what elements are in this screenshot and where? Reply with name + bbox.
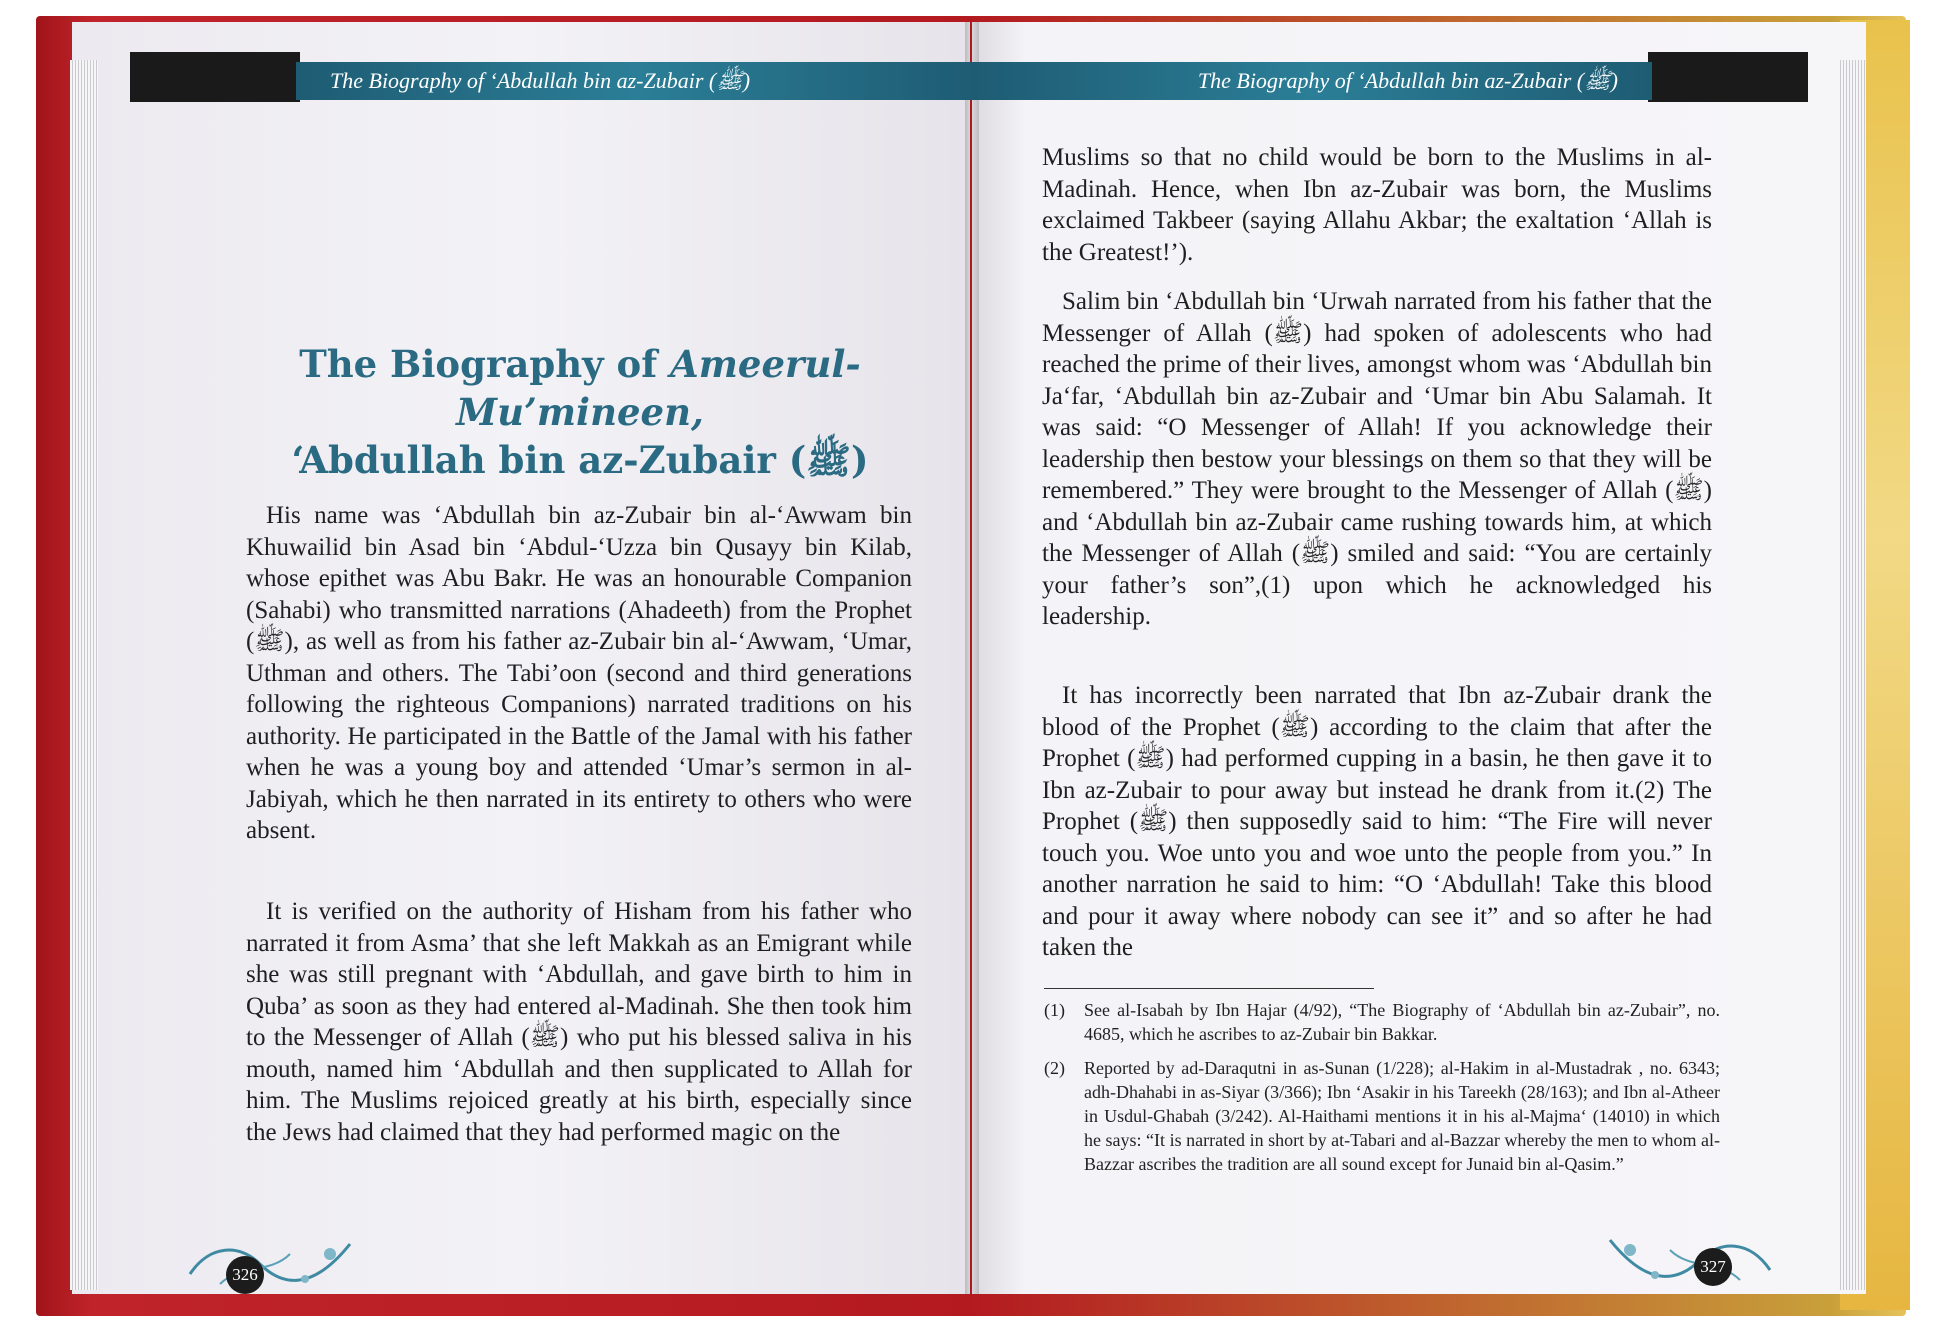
right-paragraph-1: Muslims so that no child would be born to the Muslims in al-Madinah. Hence, when Ibn az-Zubair was born, the Muslims exclaimed Takbeer (saying Allahu Akbar; the exaltation ‘Allah is the Greatest!’). xyxy=(1042,144,1712,266)
header-tab-right xyxy=(1648,52,1808,102)
footnote-1-text: See al-Isabah by Ibn Hajar (4/92), “The Biography of ‘Abdullah bin az-Zubair”, no. 4685, which he ascribes to az-Zubair bin Bakkar. xyxy=(1084,1000,1720,1044)
chapter-title-line2: ‘Abdullah bin az-Zubair (ﷺ) xyxy=(291,438,869,482)
right-paragraph-2: Salim bin ‘Abdullah bin ‘Urwah narrated from his father that the Messenger of Allah (ﷺ) had spoken of adolescents who had reached the prime of their lives, amongst whom was ‘Abdullah bin Ja‘far, ‘Abdullah bin az-Zubair and ‘Umar bin Abu Salamah. It was said: “O Messenger of Allah! If you acknowledge their leadership then bestow your blessings on them so that they will be remembered.” They were brought to the Messenger of Allah (ﷺ) and ‘Abdullah bin az-Zubair came rushing towards him, at which the Messenger of Allah (ﷺ) smiled and said: “You are certainly your father’s son”,(1) upon which he acknowledged his leadership. xyxy=(1042,288,1712,630)
page-edges-right xyxy=(1838,60,1866,1290)
footnote-2-text: Reported by ad-Daraqutni in as-Sunan (1/228); al-Hakim in al-Mustadrak , no. 6343; adh-Dhahabi in as-Siyar (3/366); Ibn ‘Asakir in his Tareekh (28/163); and Ibn al-Atheer in Usdul-Ghabah (3/242). Al-Haithami mentions it in his al-Majma‘ (14010) in which he says: “It is narrated in short by at-Tabari and al-Bazzar whereby the men to whom al-Bazzar ascribes the tradition are all sound except for Junaid bin al-Qasim.” xyxy=(1084,1058,1720,1174)
header-tab-left xyxy=(130,52,300,102)
footnote-1-number: (1) xyxy=(1044,1000,1065,1020)
page-number-left: 326 xyxy=(226,1256,264,1294)
chapter-title-part1: The Biography of xyxy=(299,342,671,386)
left-paragraph-1: His name was ‘Abdullah bin az-Zubair bin al-‘Awwam bin Khuwailid bin Asad bin ‘Abdul-‘Uzza bin Qusayy bin Kilab, whose epithet was Abu Bakr. He was an honourable Companion (Sahabi) who transmitted narrations (Ahadeeth) from the Prophet (ﷺ), as well as from his father az-Zubair bin al-‘Awwam, ‘Umar, Uthman and others. The Tabi’oon (second and third generations following the righteous Companions) narrated traditions on his authority. He participated in the Battle of the Jamal with his father when he was a young boy and attended ‘Umar’s sermon in al-Jabiyah, which he then narrated in its entirety to others who were absent. xyxy=(246,502,912,844)
running-header-right: The Biography of ‘Abdullah bin az-Zubair (ﷺ) xyxy=(972,62,1652,100)
chapter-title xyxy=(240,340,920,484)
page-edges-left xyxy=(70,60,98,1290)
page-number-right: 327 xyxy=(1694,1248,1732,1286)
running-header-left: The Biography of ‘Abdullah bin az-Zubair (ﷺ) xyxy=(296,62,976,100)
footnote-rule xyxy=(1044,988,1374,989)
floral-ornament-icon xyxy=(180,1224,360,1304)
footnote-2-number: (2) xyxy=(1044,1058,1065,1078)
book-gutter xyxy=(965,22,979,1294)
footnote-2 xyxy=(1044,1056,1720,1176)
right-paragraph-3: It has incorrectly been narrated that Ibn az-Zubair drank the blood of the Prophet (ﷺ) according to the claim that after the Prophet (ﷺ) had performed cupping in a basin, he then gave it to Ibn az-Zubair to pour away but instead he drank from it.(2) The Prophet (ﷺ) then supposedly said to him: “The Fire will never touch you. Woe unto you and woe unto the people from you.” In another narration he said to him: “O ‘Abdullah! Take this blood and pour it away where nobody can see it” and so after he had taken the xyxy=(1042,682,1712,961)
chapter-title-italic: Ameerul-Mu’mineen, xyxy=(456,342,861,434)
footnote-1 xyxy=(1044,998,1720,1046)
left-paragraph-2: It is verified on the authority of Hisham from his father who narrated it from Asma’ that she left Makkah as an Emigrant while she was still pregnant with ‘Abdullah, and gave birth to him in Quba’ as soon as they had entered al-Madinah. She then took him to the Messenger of Allah (ﷺ) who put his blessed saliva in his mouth, named him ‘Abdullah and then supplicated to Allah for him. The Muslims rejoiced greatly at his birth, especially since the Jews had claimed that they had performed magic on the xyxy=(246,898,912,1146)
floral-ornament-icon xyxy=(1600,1220,1780,1300)
